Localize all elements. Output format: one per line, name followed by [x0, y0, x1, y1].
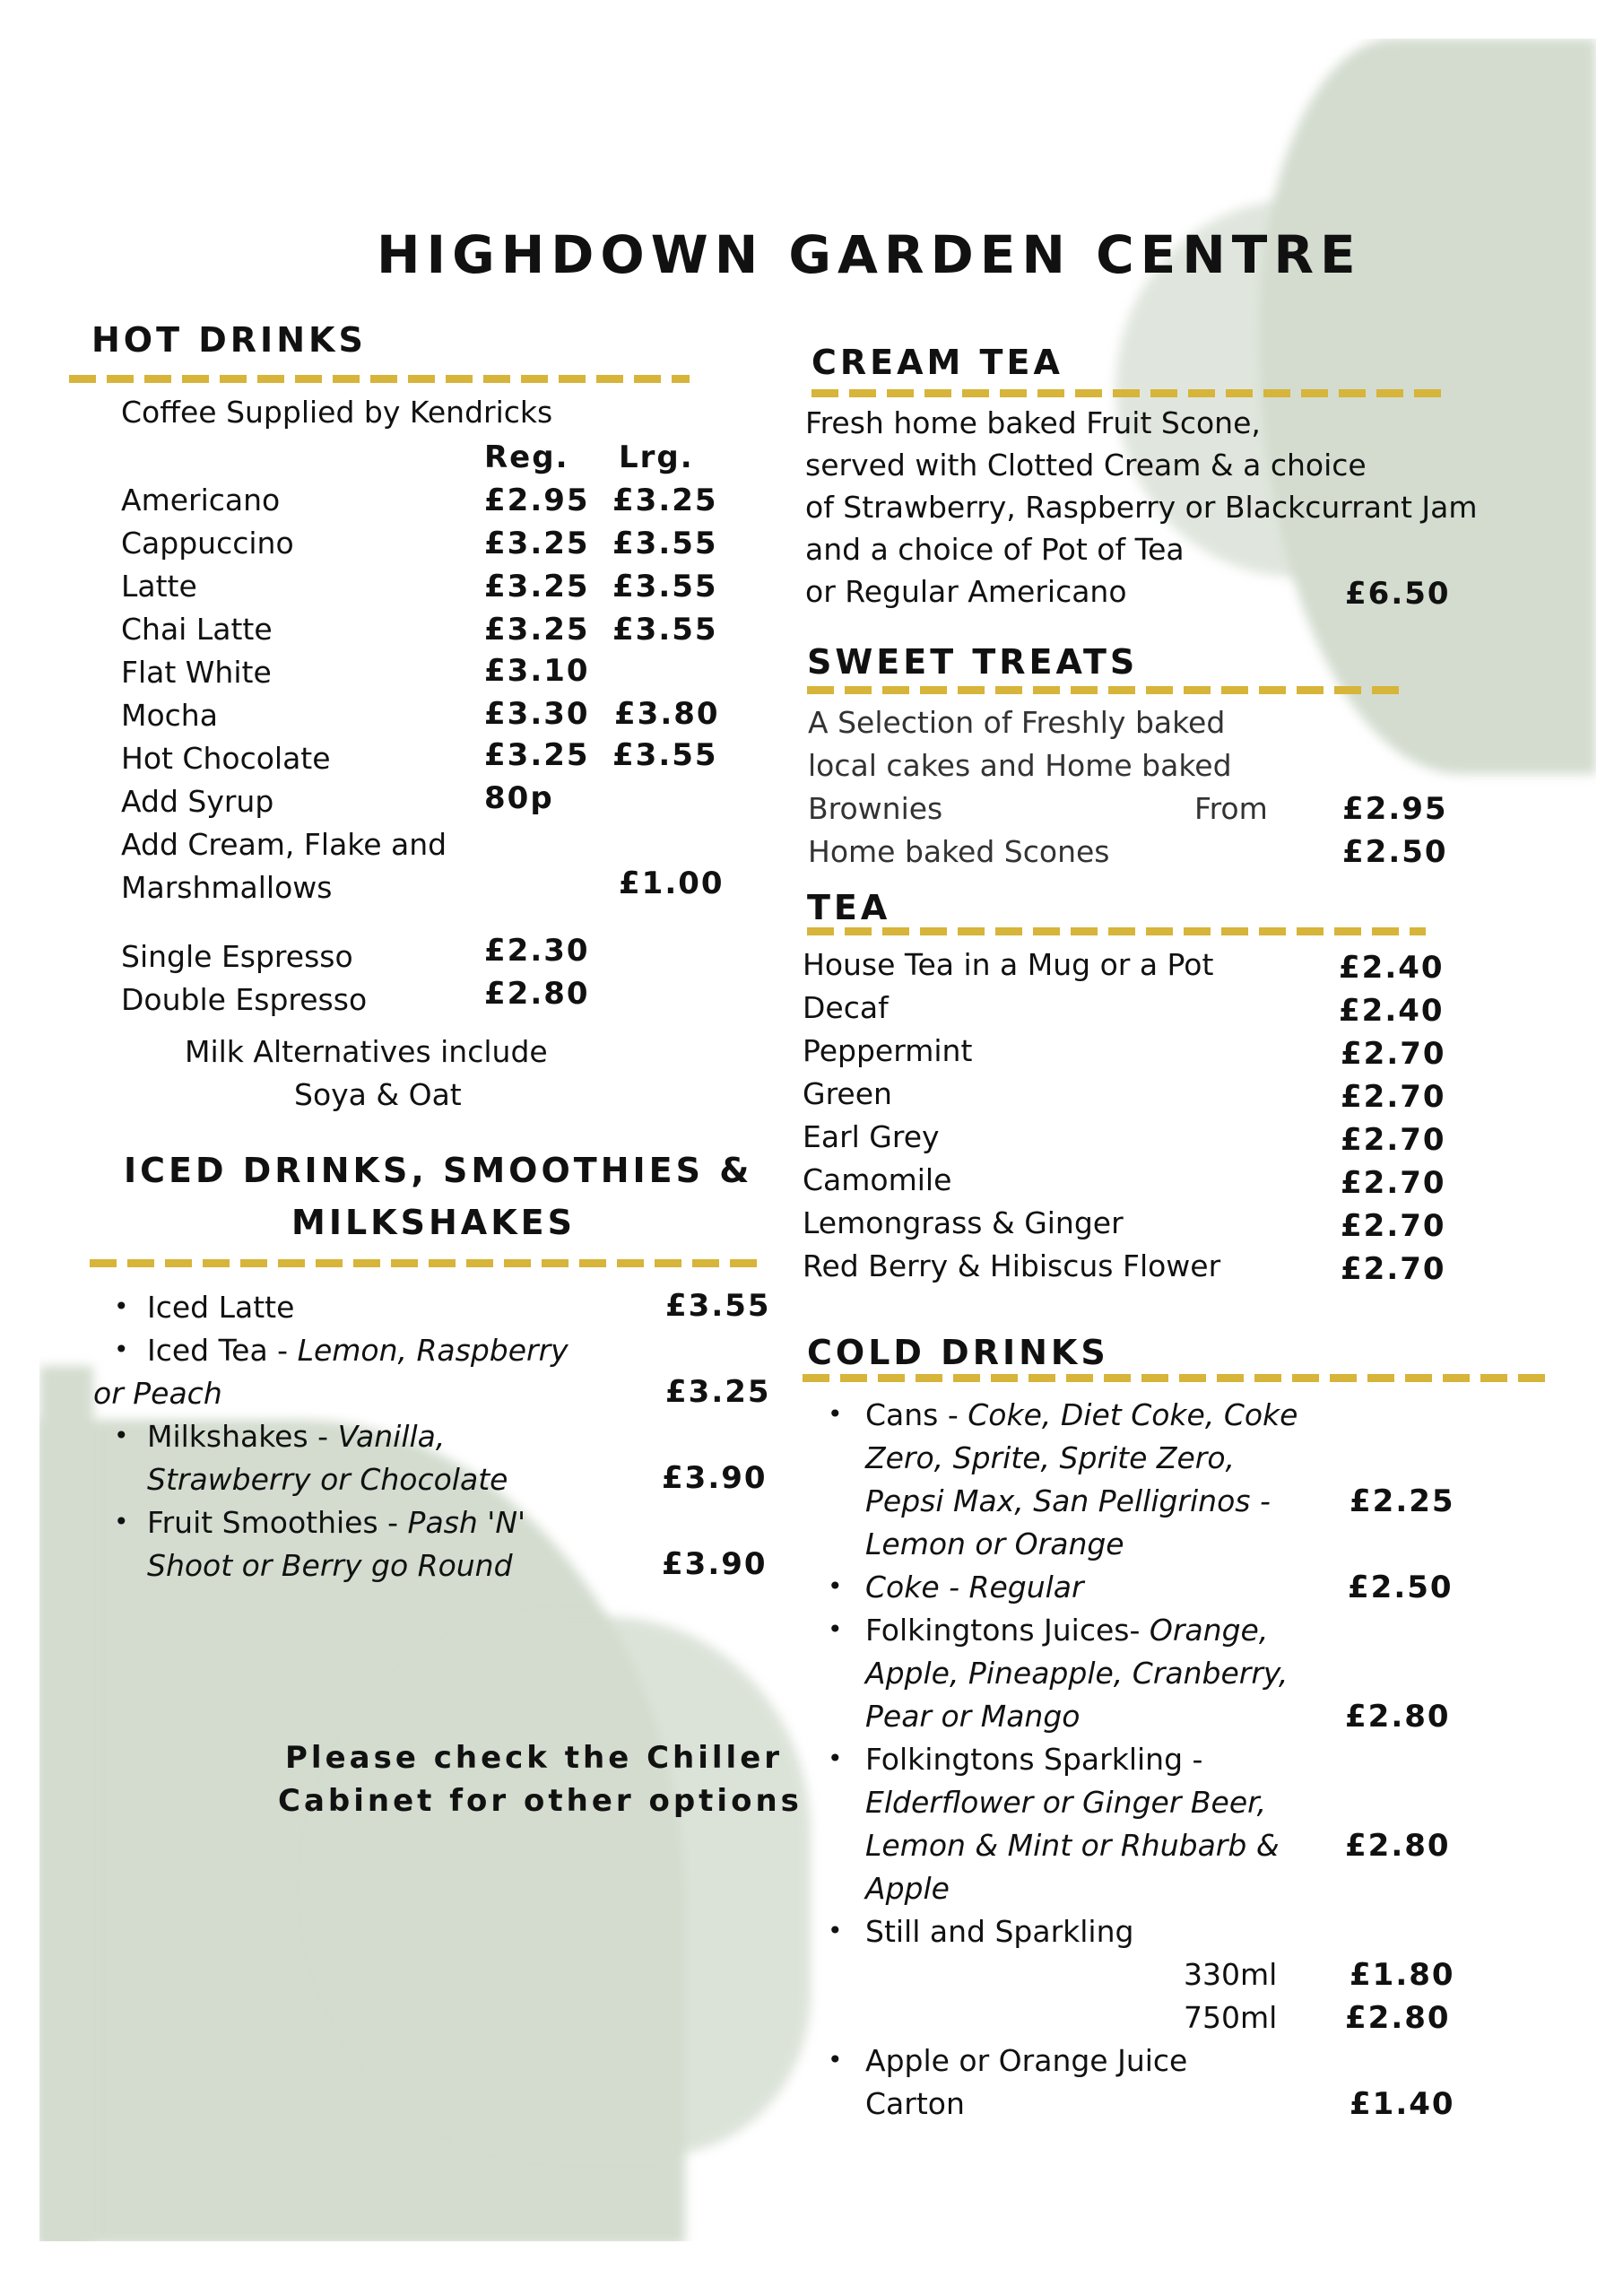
item-detail: Pash 'N' — [407, 1505, 526, 1540]
price-lrg: £3.55 — [612, 526, 718, 561]
extra-toppings-line1: Add Cream, Flake and — [121, 827, 447, 862]
bullet-icon: • — [114, 1292, 129, 1321]
watercolor-wash-bottom-left-2 — [308, 1617, 811, 2155]
item-name: Double Espresso — [121, 982, 368, 1017]
divider-sweet-treats — [807, 686, 1404, 694]
price: £2.80 — [484, 976, 590, 1012]
item-label: Cans - — [865, 1397, 968, 1432]
item-name: Earl Grey — [803, 1119, 940, 1154]
item-detail: Orange, — [1149, 1613, 1269, 1648]
price: £3.90 — [662, 1546, 768, 1582]
item-detail-cont: Pepsi Max, San Pelligrinos - — [865, 1483, 1271, 1518]
divider-cream-tea — [812, 389, 1445, 397]
price-reg: 80p — [484, 780, 554, 816]
section-heading-iced-line1: ICED DRINKS, SMOOTHIES & — [124, 1151, 753, 1190]
item-detail: Lemon, Raspberry — [297, 1333, 568, 1368]
milk-alternatives-line2: Soya & Oat — [294, 1077, 462, 1112]
extra-toppings-price: £1.00 — [619, 865, 725, 901]
item-label: Milkshakes - — [147, 1419, 338, 1454]
scones-label: Home baked Scones — [808, 834, 1110, 869]
section-heading-cream-tea: CREAM TEA — [812, 343, 1063, 382]
item-detail-cont: Apple, Pineapple, Cranberry, — [865, 1656, 1289, 1691]
price-reg: £2.95 — [484, 483, 590, 518]
description-line: served with Clotted Cream & a choice — [805, 448, 1367, 483]
item-name-cont: Carton — [865, 2086, 965, 2121]
scones-price: £2.50 — [1342, 834, 1448, 870]
price-reg: £3.10 — [484, 653, 590, 689]
bullet-icon: • — [828, 1571, 843, 1601]
item-name: Add Syrup — [121, 784, 274, 819]
item-name — [865, 1397, 1298, 1432]
bullet-icon: • — [828, 1744, 843, 1773]
item-name — [147, 1505, 525, 1540]
bullet-icon: • — [828, 2045, 843, 2074]
item-detail-cont: Elderflower or Ginger Beer, — [865, 1785, 1267, 1820]
column-header-reg: Reg. — [484, 439, 569, 475]
watercolor-wash-left-strip — [39, 1366, 93, 2241]
price: £3.25 — [665, 1374, 771, 1410]
item-name: Mocha — [121, 698, 218, 733]
item-name: Latte — [121, 569, 197, 604]
item-name: Flat White — [121, 655, 272, 690]
price: £2.80 — [1345, 1828, 1451, 1864]
bullet-icon: • — [114, 1335, 129, 1364]
price-lrg: £3.80 — [614, 696, 720, 732]
cream-tea-price: £6.50 — [1345, 576, 1451, 612]
sweet-treats-line2: local cakes and Home baked — [808, 748, 1232, 783]
item-detail-cont: Apple — [865, 1871, 950, 1906]
description-line: Fresh home baked Fruit Scone, — [805, 405, 1261, 440]
item-name: Peppermint — [803, 1033, 973, 1068]
price: £2.70 — [1341, 1122, 1446, 1158]
section-heading-iced-line2: MILKSHAKES — [291, 1203, 576, 1242]
price-reg: £3.25 — [484, 526, 590, 561]
price: £2.40 — [1339, 993, 1445, 1029]
item-detail: Coke, Diet Coke, Coke — [968, 1397, 1298, 1432]
item-name: Single Espresso — [121, 939, 353, 974]
item-name: Camomile — [803, 1162, 952, 1197]
page-title: HIGHDOWN GARDEN CENTRE — [377, 224, 1362, 285]
item-name: Lemongrass & Ginger — [803, 1205, 1124, 1240]
item-detail-cont: Shoot or Berry go Round — [147, 1548, 513, 1583]
item-name: Still and Sparkling — [865, 1914, 1134, 1949]
item-detail: Vanilla, — [337, 1419, 446, 1454]
item-detail-cont: Pear or Mango — [865, 1699, 1081, 1734]
price: £1.40 — [1350, 2086, 1455, 2122]
divider-hot-drinks — [69, 375, 690, 383]
price: £2.80 — [1345, 1699, 1451, 1735]
price: £2.70 — [1341, 1036, 1446, 1072]
item-detail-cont: Lemon or Orange — [865, 1526, 1124, 1561]
from-label: From — [1194, 791, 1268, 826]
price-reg: £3.30 — [484, 696, 590, 732]
brownies-price: £2.95 — [1342, 791, 1448, 827]
item-label: Iced Tea - — [147, 1333, 298, 1368]
price-reg: £3.25 — [484, 612, 590, 648]
item-detail-cont: Strawberry or Chocolate — [147, 1462, 508, 1497]
chiller-note-line1: Please check the Chiller — [285, 1740, 784, 1776]
sweet-treats-line1: A Selection of Freshly baked — [808, 705, 1226, 740]
size-label: 750ml — [1184, 2000, 1278, 2035]
section-heading-cold-drinks: COLD DRINKS — [807, 1333, 1109, 1372]
item-label: Fruit Smoothies - — [147, 1505, 408, 1540]
price: £2.80 — [1345, 2000, 1451, 2036]
description-line: of Strawberry, Raspberry or Blackcurrant Jam — [805, 490, 1478, 525]
price: £2.70 — [1341, 1208, 1446, 1244]
price: £3.90 — [662, 1460, 768, 1496]
brownies-label: Brownies — [808, 791, 943, 826]
milk-alternatives-line1: Milk Alternatives include — [185, 1034, 548, 1069]
price: £2.70 — [1341, 1165, 1446, 1201]
price-lrg: £3.55 — [612, 569, 718, 604]
bullet-icon: • — [828, 1916, 843, 1945]
item-name — [865, 1613, 1268, 1648]
price: £2.70 — [1341, 1251, 1446, 1287]
column-header-lrg: Lrg. — [619, 439, 694, 475]
bullet-icon: • — [828, 1399, 843, 1429]
divider-tea — [807, 927, 1426, 935]
item-name: Folkingtons Sparkling - — [865, 1742, 1203, 1777]
price: £2.30 — [484, 933, 590, 969]
divider-iced — [90, 1259, 764, 1267]
bullet-icon: • — [114, 1421, 129, 1450]
price-lrg: £3.25 — [612, 483, 718, 518]
item-name — [147, 1333, 568, 1368]
item-name: Apple or Orange Juice — [865, 2043, 1188, 2078]
item-detail-cont: Lemon & Mint or Rhubarb & — [865, 1828, 1280, 1863]
price-lrg: £3.55 — [612, 737, 718, 773]
item-name: Decaf — [803, 990, 889, 1025]
item-name: Green — [803, 1076, 892, 1111]
item-label: Folkingtons Juices- — [865, 1613, 1150, 1648]
extra-toppings-line2: Marshmallows — [121, 870, 333, 905]
item-detail-cont: or Peach — [93, 1376, 222, 1411]
bullet-icon: • — [828, 1614, 843, 1644]
bullet-icon: • — [114, 1507, 129, 1536]
item-name — [147, 1419, 445, 1454]
price: £2.40 — [1339, 950, 1445, 986]
item-name: Red Berry & Hibiscus Flower — [803, 1248, 1221, 1283]
price: £3.55 — [665, 1288, 771, 1324]
item-name: Chai Latte — [121, 612, 273, 647]
price-reg: £3.25 — [484, 737, 590, 773]
item-name: Americano — [121, 483, 281, 517]
section-heading-sweet-treats: SWEET TREATS — [807, 642, 1139, 682]
item-name: Hot Chocolate — [121, 741, 331, 776]
price-reg: £3.25 — [484, 569, 590, 604]
price: £2.25 — [1350, 1483, 1455, 1519]
item-name: Coke - Regular — [865, 1570, 1084, 1605]
item-name: Cappuccino — [121, 526, 294, 561]
divider-cold-drinks — [803, 1374, 1547, 1382]
chiller-note-line2: Cabinet for other options — [278, 1783, 803, 1819]
item-detail-cont: Zero, Sprite, Sprite Zero, — [865, 1440, 1236, 1475]
item-name: House Tea in a Mug or a Pot — [803, 947, 1214, 982]
supplier-note: Coffee Supplied by Kendricks — [121, 395, 553, 430]
price: £2.70 — [1341, 1079, 1446, 1115]
size-label: 330ml — [1184, 1957, 1278, 1992]
section-heading-tea: TEA — [807, 888, 891, 927]
section-heading-hot-drinks: HOT DRINKS — [91, 320, 367, 360]
description-line: or Regular Americano — [805, 574, 1127, 609]
price: £2.50 — [1348, 1570, 1454, 1605]
description-line: and a choice of Pot of Tea — [805, 532, 1185, 567]
price-lrg: £3.55 — [612, 612, 718, 648]
price: £1.80 — [1350, 1957, 1455, 1993]
item-name: Iced Latte — [147, 1290, 295, 1325]
